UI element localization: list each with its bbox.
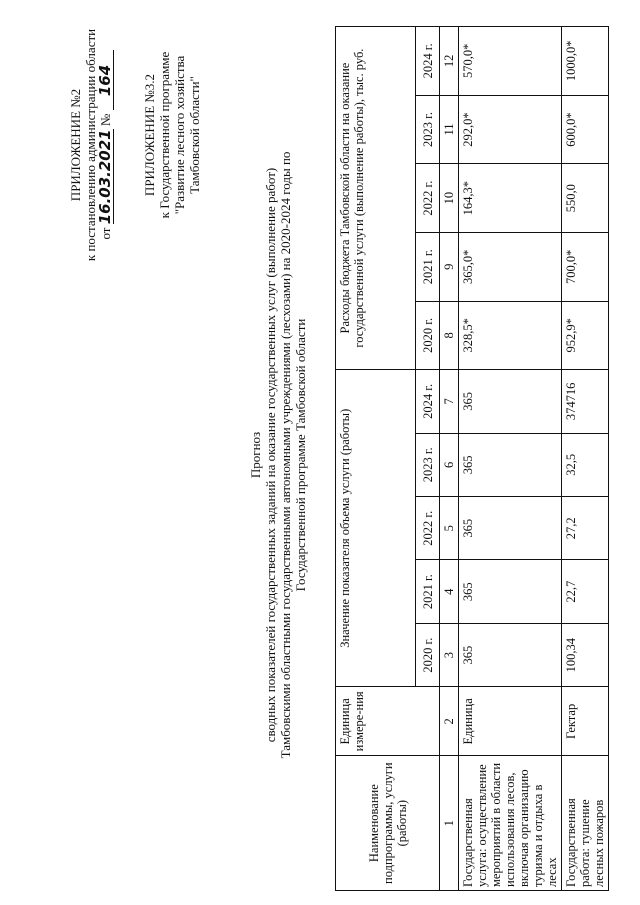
col-number: 6 (440, 433, 459, 496)
row-value: 365 (459, 370, 562, 433)
row-value: 952,9* (562, 301, 609, 370)
row-value: 1000,0* (562, 27, 609, 96)
year-cell: 2020 г. (416, 623, 440, 686)
row-unit: Единица (459, 687, 562, 756)
forecast-table (335, 26, 609, 891)
handwritten-number: 164 (98, 50, 114, 110)
title-line4: Государственной программе Тамбовской области (293, 318, 308, 592)
col-number: 8 (440, 301, 459, 370)
year-cell: 2024 г. (416, 370, 440, 433)
row-value: 570,0* (459, 27, 562, 96)
row-name: Государственная работа: тушение лесных пожаров (562, 756, 609, 891)
appendix-2-header (68, 25, 114, 265)
col-name-header: Наименование подпрограммы, услуги (работы) (336, 756, 440, 891)
col-unit-header: Единица измере-ния (336, 687, 440, 756)
row-value: 164,3* (459, 164, 562, 233)
volume-group-header: Значение показателя объема услуги (работы) (336, 370, 416, 687)
appendix-3-2-line2: "Развитие лесного хозяйства (172, 55, 187, 215)
row-name: Государственная услуга: осуществление мероприятий в области использования лесов, включая организацию туризма и отдыха в лесах (459, 756, 562, 891)
year-cell: 2023 г. (416, 433, 440, 496)
from-label: от (98, 227, 113, 240)
appendix-2-title: ПРИЛОЖЕНИЕ №2 (68, 88, 83, 202)
year-cell: 2020 г. (416, 301, 440, 370)
row-value: 600,0* (562, 95, 609, 164)
col-number: 9 (440, 232, 459, 301)
col-number: 4 (440, 560, 459, 623)
row-unit: Гектар (562, 687, 609, 756)
col-number: 12 (440, 27, 459, 96)
col-number: 1 (440, 756, 459, 891)
title-line1: Прогноз (248, 431, 263, 479)
year-cell: 2024 г. (416, 27, 440, 96)
row-value: 100,34 (562, 623, 609, 686)
row-value: 22,7 (562, 560, 609, 623)
col-number: 2 (440, 687, 459, 756)
title-line2: сводных показателей государственных заданий на оказание государственных услуг (выполнение работ) (263, 167, 278, 743)
row-value: 374716 (562, 370, 609, 433)
year-cell: 2023 г. (416, 95, 440, 164)
appendix-3-2-line3: Тамбовской области" (187, 76, 202, 194)
appendix-3-2-title: ПРИЛОЖЕНИЕ №3.2 (142, 73, 157, 197)
row-value: 328,5* (459, 301, 562, 370)
col-number: 10 (440, 164, 459, 233)
table-row (459, 27, 562, 891)
appendix-2-date-line (98, 25, 114, 265)
year-cell: 2022 г. (416, 164, 440, 233)
year-cell: 2022 г. (416, 497, 440, 560)
col-number: 11 (440, 95, 459, 164)
number-row (440, 27, 459, 891)
row-value: 27,2 (562, 497, 609, 560)
row-value: 365 (459, 433, 562, 496)
row-value: 365 (459, 560, 562, 623)
col-number: 7 (440, 370, 459, 433)
title-line3: Тамбовскими областными государственными автономными учреждениями (лесхозами) на 2020-2024 годы по (278, 151, 293, 759)
document-title (248, 75, 308, 835)
appendix-3-2-header (142, 5, 202, 265)
handwritten-date: 16.03.2021 (96, 129, 114, 225)
row-value: 365 (459, 497, 562, 560)
col-number: 5 (440, 497, 459, 560)
expense-group-header: Расходы бюджета Тамбовской области на оказание государственной услуги (выполнение работы), тыс. руб. (336, 27, 416, 370)
appendix-3-2-line1: к Государственной программе (157, 51, 172, 219)
year-cell: 2021 г. (416, 232, 440, 301)
row-value: 365,0* (459, 232, 562, 301)
row-value: 292,0* (459, 95, 562, 164)
year-cell: 2021 г. (416, 560, 440, 623)
row-value: 32,5 (562, 433, 609, 496)
table-row (562, 27, 609, 891)
col-number: 3 (440, 623, 459, 686)
row-value: 550,0 (562, 164, 609, 233)
row-value: 365 (459, 623, 562, 686)
header-row (336, 27, 416, 891)
row-value: 700,0* (562, 232, 609, 301)
appendix-2-line: к постановлению администрации области (83, 28, 98, 262)
number-sign: № (98, 113, 113, 127)
